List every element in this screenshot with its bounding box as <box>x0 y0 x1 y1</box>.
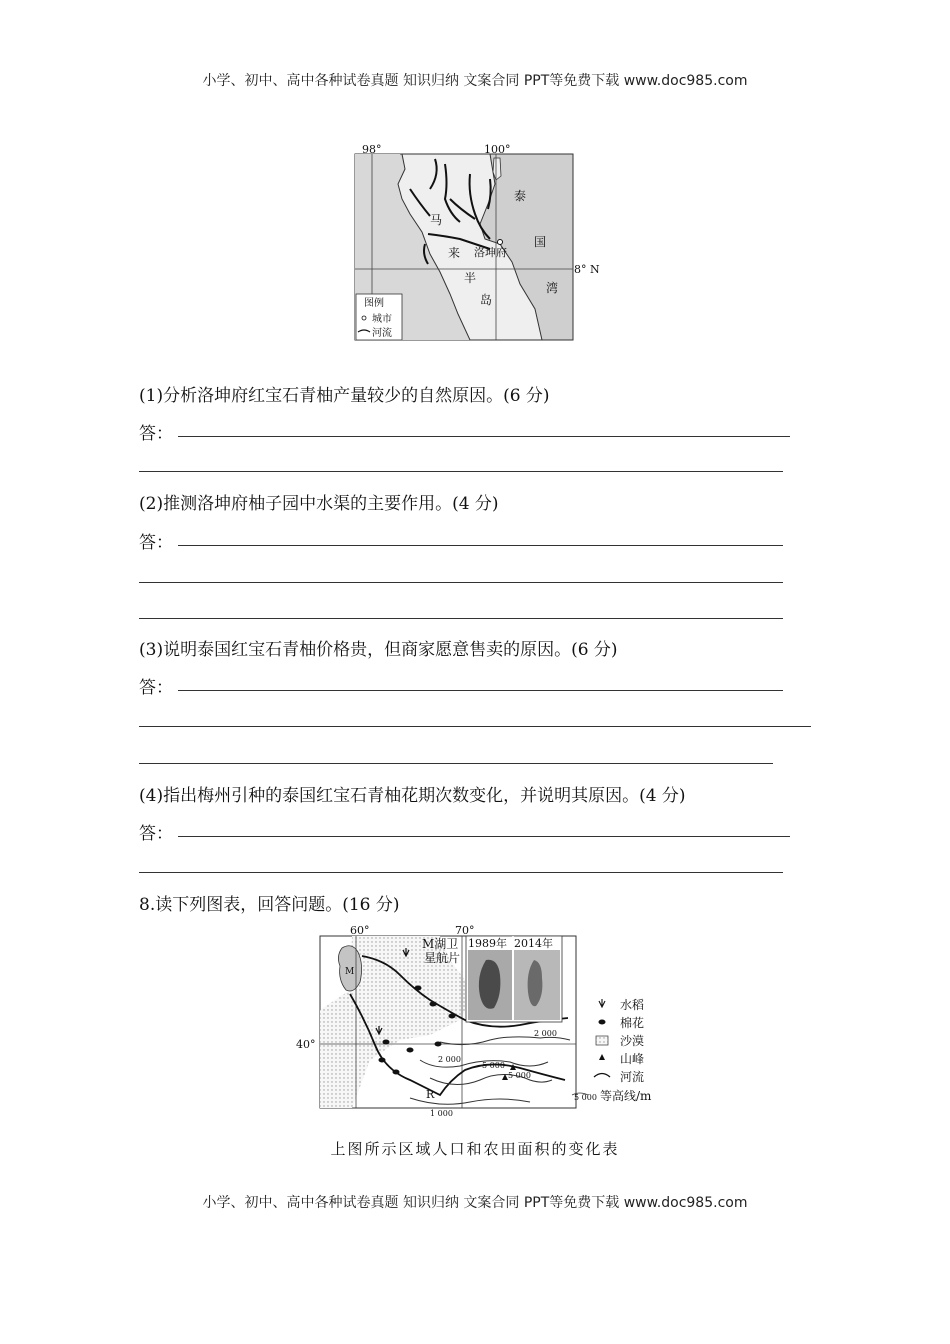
svg-text:图例: 图例 <box>364 298 384 309</box>
table-caption: 上图所示区域人口和农田面积的变化表 <box>330 1140 620 1158</box>
answer-line[interactable] <box>139 582 783 583</box>
svg-text:湾: 湾 <box>546 281 559 295</box>
svg-text:40°: 40° <box>296 1038 316 1051</box>
svg-text:河流: 河流 <box>620 1070 645 1084</box>
svg-text:2014年: 2014年 <box>514 937 553 950</box>
svg-text:马: 马 <box>430 213 443 227</box>
page-header: 小学、初中、高中各种试卷真题 知识归纳 文案合同 PPT等免费下载 www.doc985.com <box>202 73 748 89</box>
svg-text:河流: 河流 <box>372 328 392 339</box>
question-8: 8.读下列图表，回答问题。(16 分) <box>139 895 400 915</box>
answer-label-2: 答： <box>139 533 173 553</box>
city-luokunfu <box>498 240 503 245</box>
svg-text:沙漠: 沙漠 <box>620 1034 645 1048</box>
svg-text:泰: 泰 <box>514 189 527 203</box>
svg-text:100°: 100° <box>484 144 511 156</box>
svg-text:国: 国 <box>534 235 547 249</box>
map2-legend <box>572 997 652 1103</box>
answer-line[interactable] <box>178 545 783 546</box>
svg-text:70°: 70° <box>455 924 475 937</box>
answer-line[interactable] <box>139 471 783 472</box>
svg-text:5 000: 5 000 <box>574 1093 597 1102</box>
answer-line[interactable] <box>139 726 811 727</box>
svg-text:R: R <box>426 1088 435 1101</box>
question-4: (4)指出梅州引种的泰国红宝石青柚花期次数变化，并说明其原因。(4 分) <box>139 786 686 806</box>
svg-text:半: 半 <box>464 271 477 285</box>
svg-text:洛坤府: 洛坤府 <box>474 246 507 259</box>
svg-text:M湖卫: M湖卫 <box>422 937 459 951</box>
answer-line[interactable] <box>178 836 790 837</box>
answer-line[interactable] <box>178 690 783 691</box>
answer-line[interactable] <box>139 872 783 873</box>
answer-label-1: 答： <box>139 424 173 444</box>
svg-text:城市: 城市 <box>372 314 392 325</box>
svg-text:山峰: 山峰 <box>620 1052 645 1066</box>
svg-text:5 000: 5 000 <box>508 1071 531 1080</box>
svg-text:2 000: 2 000 <box>438 1055 461 1064</box>
answer-label-3: 答： <box>139 678 173 698</box>
question-2: (2)推测洛坤府柚子园中水渠的主要作用。(4 分) <box>139 494 499 514</box>
answer-line[interactable] <box>139 763 773 764</box>
svg-text:来: 来 <box>448 246 461 260</box>
svg-text:60°: 60° <box>350 924 370 937</box>
page-footer: 小学、初中、高中各种试卷真题 知识归纳 文案合同 PPT等免费下载 www.doc985.com <box>202 1195 748 1211</box>
svg-text:等高线/m: 等高线/m <box>600 1089 652 1103</box>
svg-text:8° N: 8° N <box>574 263 600 276</box>
svg-text:岛: 岛 <box>480 293 493 307</box>
question-1: (1)分析洛坤府红宝石青柚产量较少的自然原因。(6 分) <box>139 386 550 406</box>
central-asia-map <box>290 920 690 1120</box>
svg-text:1 000: 1 000 <box>430 1109 453 1118</box>
svg-text:98°: 98° <box>362 144 382 156</box>
question-3: (3)说明泰国红宝石青柚价格贵，但商家愿意售卖的原因。(6 分) <box>139 640 618 660</box>
svg-text:棉花: 棉花 <box>620 1016 645 1030</box>
answer-label-4: 答： <box>139 824 173 844</box>
svg-text:水稻: 水稻 <box>620 998 645 1012</box>
malay-peninsula-map <box>350 144 610 344</box>
answer-line[interactable] <box>178 436 790 437</box>
svg-text:M: M <box>345 967 355 977</box>
svg-text:2 000: 2 000 <box>534 1029 557 1038</box>
svg-text:星航片: 星航片 <box>424 951 461 965</box>
svg-text:1989年: 1989年 <box>468 937 507 950</box>
answer-line[interactable] <box>139 618 783 619</box>
svg-text:5 000: 5 000 <box>482 1061 505 1070</box>
